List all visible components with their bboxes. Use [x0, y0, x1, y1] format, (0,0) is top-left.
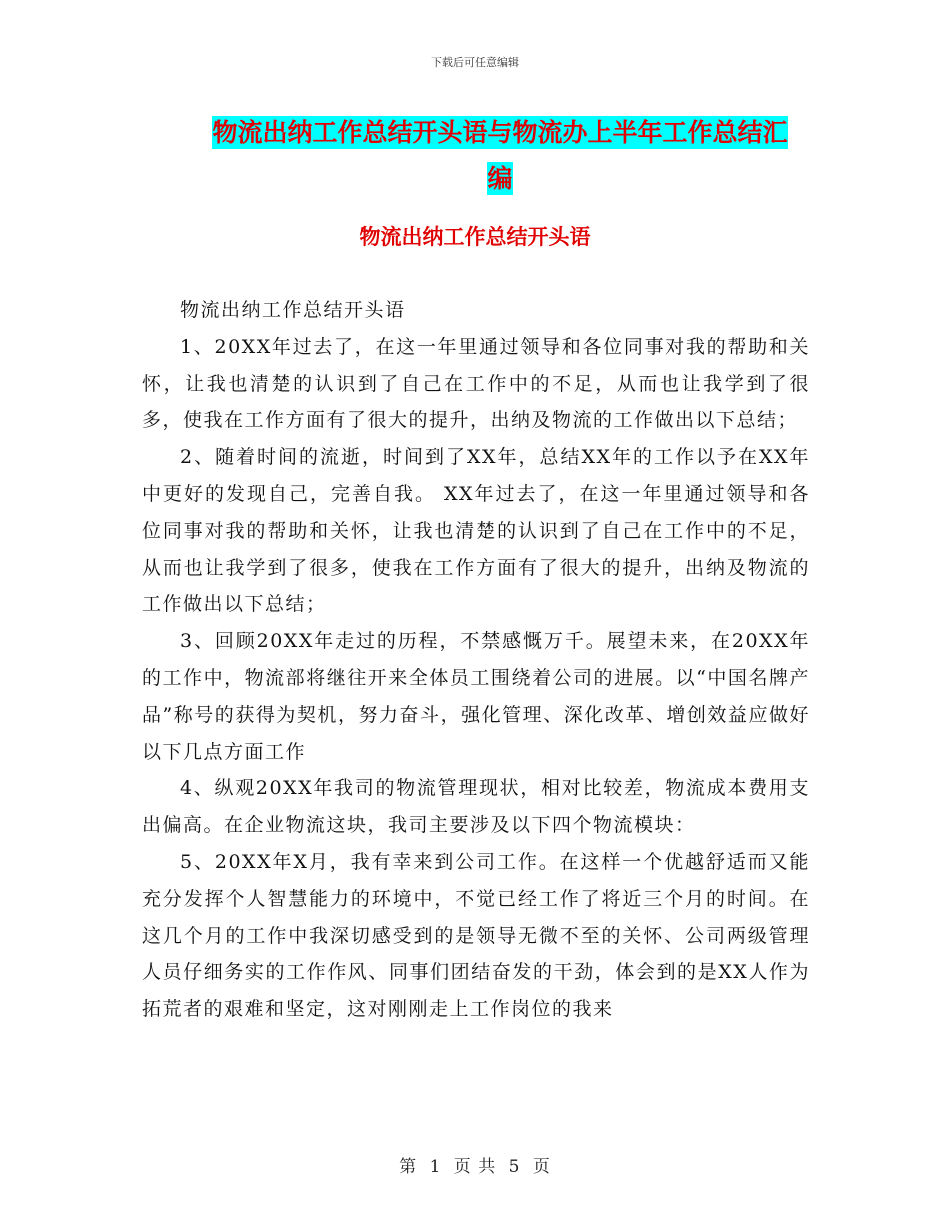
footer-page-number: 1	[429, 1157, 442, 1177]
document-title-line-1: 物流出纳工作总结开头语与物流办上半年工作总结汇	[212, 118, 788, 147]
body-text	[142, 292, 810, 1028]
section-heading: 物流出纳工作总结开头语	[359, 225, 591, 249]
header-note: 下载后可任意编辑	[431, 56, 519, 69]
document-title-line-2: 编	[487, 164, 513, 193]
document-title	[160, 110, 840, 202]
footer-mid: 页 共	[453, 1157, 497, 1177]
footer-suffix: 页	[532, 1157, 551, 1177]
paragraph-intro: 物流出纳工作总结开头语	[180, 299, 406, 321]
paragraph-2: 2、随着时间的流逝，时间到了XX年，总结XX年的工作以予在XX年中更好的发现自己，完善自我。 XX年过去了，在这一年里通过领导和各位同事对我的帮助和关怀，让我也清楚的认识到了自己在工作中的不足，从而也让我学到了很多，使我在工作方面有了很大的提升，出纳及物流的工作做出以下总结；	[142, 446, 810, 616]
page-footer	[0, 1152, 950, 1177]
paragraph-5: 5、20XX年X月，我有幸来到公司工作。在这样一个优越舒适而又能充分发挥个人智慧能力的环境中，不觉已经工作了将近三个月的时间。在这几个月的工作中我深切感受到的是领导无微不至的关怀、公司两级管理人员仔细务实的工作作风、同事们团结奋发的干劲，体会到的是XX人作为拓荒者的艰难和坚定，这对刚刚走上工作岗位的我来	[142, 850, 810, 1021]
paragraph-3: 3、回顾20XX年走过的历程，不禁感慨万千。展望未来，在20XX年的工作中，物流部将继往开来全体员工围绕着公司的进展。以“中国名牌产品”称号的获得为契机，努力奋斗，强化管理、深化改革、增创效益应做好以下几点方面工作	[142, 630, 810, 763]
footer-prefix: 第	[399, 1157, 418, 1177]
paragraph-1: 1、20XX年过去了，在这一年里通过领导和各位同事对我的帮助和关怀，让我也清楚的认识到了自己在工作中的不足，从而也让我学到了很多，使我在工作方面有了很大的提升，出纳及物流的工作做出以下总结；	[142, 335, 810, 432]
footer-total-pages: 5	[508, 1157, 521, 1177]
paragraph-4: 4、纵观20XX年我司的物流管理现状，相对比较差，物流成本费用支出偏高。在企业物流这块，我司主要涉及以下四个物流模块：	[142, 777, 810, 837]
